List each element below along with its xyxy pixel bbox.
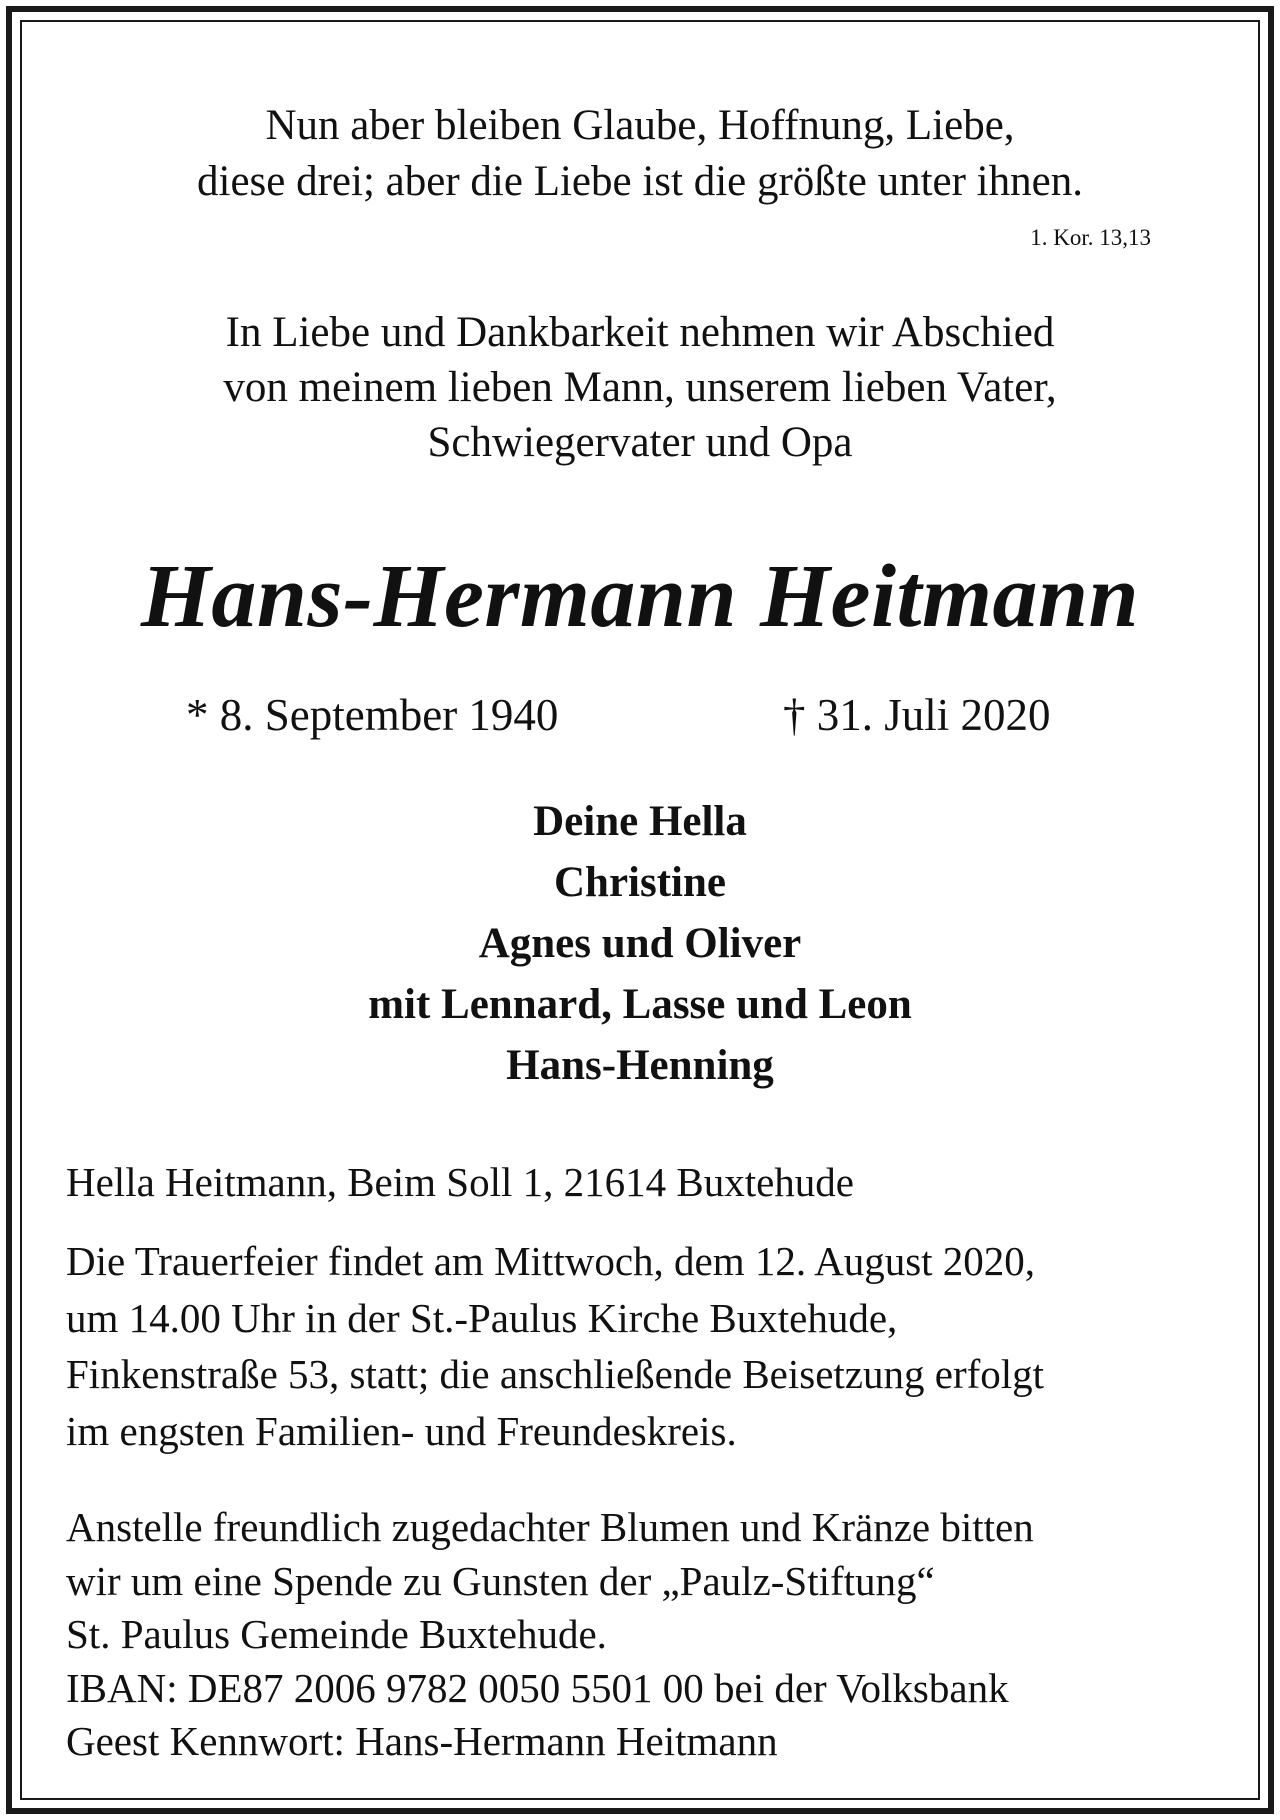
donation-line: Geest Kennwort: Hans-Hermann Heitmann [66, 1718, 778, 1764]
donation-line: IBAN: DE87 2006 9782 0050 5501 00 bei der Volksbank [66, 1664, 1009, 1711]
verse-reference: 1. Kor. 13,13 [1030, 225, 1151, 250]
verse-line: Nun aber bleiben Glaube, Hoffnung, Liebe, [265, 102, 1015, 149]
verse-line: diese drei; aber die Liebe ist die größte unter ihnen. [197, 158, 1083, 205]
intro-line: Schwiegervater und Opa [427, 419, 853, 466]
obituary-notice [22, 22, 1258, 1798]
intro-line: In Liebe und Dankbarkeit nehmen wir Abschied [225, 309, 1055, 356]
death-date: † 31. Juli 2020 [783, 690, 1051, 740]
intro-line: von meinem lieben Mann, unserem lieben Vater, [223, 364, 1057, 411]
funeral-service-info [66, 1233, 1236, 1459]
mourner-line: Deine Hella [533, 798, 747, 845]
service-line: im engsten Familien- und Freundeskreis. [66, 1407, 737, 1454]
service-line: um 14.00 Uhr in der St.-Paulus Kirche Buxtehude, [66, 1294, 898, 1341]
mourners-list [22, 791, 1258, 1096]
donation-line: St. Paulus Gemeinde Buxtehude. [66, 1611, 607, 1657]
mourner-line: Christine [554, 859, 726, 906]
donation-line: Anstelle freundlich zugedachter Blumen und Kränze bitten [66, 1504, 1034, 1550]
contact-address: Hella Heitmann, Beim Soll 1, 21614 Buxtehude [66, 1159, 855, 1205]
mourner-line: Hans-Henning [506, 1042, 774, 1089]
birth-date: * 8. September 1940 [186, 690, 559, 740]
deceased-name: Hans-Hermann Heitmann [140, 547, 1140, 646]
service-line: Finkenstraße 53, statt; die anschließende Beisetzung erfolgt [66, 1351, 1045, 1397]
service-line: Die Trauerfeier findet am Mittwoch, dem 12. August 2020, [66, 1238, 1036, 1284]
farewell-intro [22, 305, 1258, 470]
bible-verse [22, 98, 1258, 210]
donation-line: wir um eine Spende zu Gunsten der „Paulz-Stiftung“ [66, 1557, 935, 1604]
mourner-line: mit Lennard, Lasse und Leon [368, 981, 912, 1028]
mourner-line: Agnes und Oliver [478, 920, 802, 967]
donation-info [66, 1501, 1236, 1769]
